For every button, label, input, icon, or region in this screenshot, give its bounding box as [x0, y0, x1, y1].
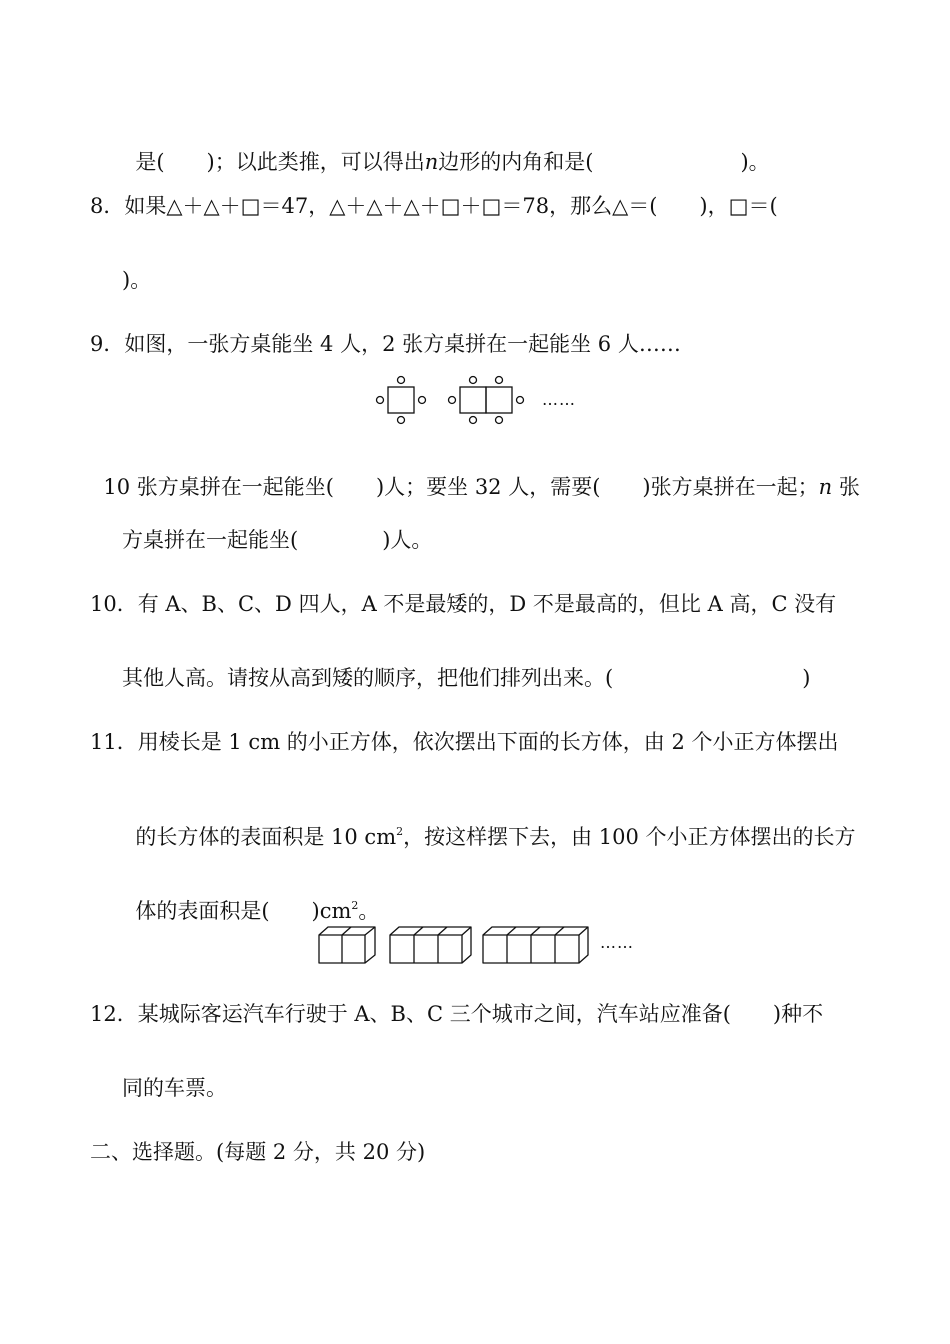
- section2-heading: 二、选择题。(每题 2 分，共 20 分): [90, 1140, 426, 1164]
- q11-line2-superscript: 2: [396, 825, 404, 838]
- table-square: [486, 387, 512, 413]
- q11-line3: [122, 880, 379, 922]
- seat-circle: [470, 417, 477, 424]
- cuboid-4-cubes: [483, 927, 588, 963]
- table-square: [460, 387, 486, 413]
- q10-line2: 其他人高。请按从高到矮的顺序，把他们排列出来。( ): [122, 666, 811, 690]
- q8-text: 8．如果△＋△＋□＝47，△＋△＋△＋□＋□＝78，那么△＝( )，□＝(: [90, 194, 778, 218]
- q7-continuation: [122, 131, 770, 173]
- seat-circle: [496, 417, 503, 424]
- q9-figure-ellipsis: ……: [542, 390, 576, 409]
- seat-circle: [449, 397, 456, 404]
- q9-line1: [90, 456, 860, 498]
- q11-line2-text-b: ，按这样摆下去，由 100 个小正方体摆出的长方: [403, 825, 856, 849]
- seat-circle: [517, 397, 524, 404]
- q11-line3-text-b: 。: [358, 899, 380, 923]
- seat-circle: [398, 417, 405, 424]
- q11-line2-text-a: 的长方体的表面积是 10 cm: [135, 825, 397, 849]
- q10-line1: 10．有 A、B、C、D 四人，A 不是最矮的，D 不是最高的，但比 A 高，C 没有: [90, 592, 837, 616]
- q11-line3-text-a: 体的表面积是( )cm: [135, 899, 352, 923]
- cuboid-figure: [318, 925, 598, 967]
- seat-circle: [419, 397, 426, 404]
- cuboid-2-cubes: [319, 927, 375, 963]
- q11-figure-ellipsis: ……: [600, 933, 634, 952]
- cuboid-3-cubes: [390, 927, 471, 963]
- q7-cont-text-a: 是( )；以此类推，可以得出: [135, 150, 425, 174]
- q11-line1: 11．用棱长是 1 cm 的小正方体，依次摆出下面的长方体，由 2 个小正方体摆出: [90, 730, 839, 754]
- q7-n-variable: n: [424, 150, 439, 174]
- q9-line1-text-a: 10 张方桌拼在一起能坐( )人；要坐 32 人，需要( )张方桌拼在一起；: [103, 475, 819, 499]
- q12-line2: 同的车票。: [122, 1076, 227, 1100]
- q9-line2: 方桌拼在一起能坐( )人。: [122, 528, 433, 552]
- q7-cont-text-b: 边形的内角和是( )。: [438, 150, 770, 174]
- seat-circle: [496, 377, 503, 384]
- seat-circle: [398, 377, 405, 384]
- table-square: [388, 387, 414, 413]
- q9-line1-text-b: 张: [832, 475, 860, 499]
- q11-line2: [122, 806, 856, 848]
- q9-n-variable: n: [818, 475, 833, 499]
- q8-continuation: )。: [122, 268, 152, 292]
- q9-stem: 9．如图，一张方桌能坐 4 人，2 张方桌拼在一起能坐 6 人……: [90, 332, 681, 356]
- seat-circle: [377, 397, 384, 404]
- seat-circle: [470, 377, 477, 384]
- q12-line1: 12．某城际客运汽车行驶于 A、B、C 三个城市之间，汽车站应准备( )种不: [90, 1002, 824, 1026]
- q11-line3-superscript: 2: [351, 899, 359, 912]
